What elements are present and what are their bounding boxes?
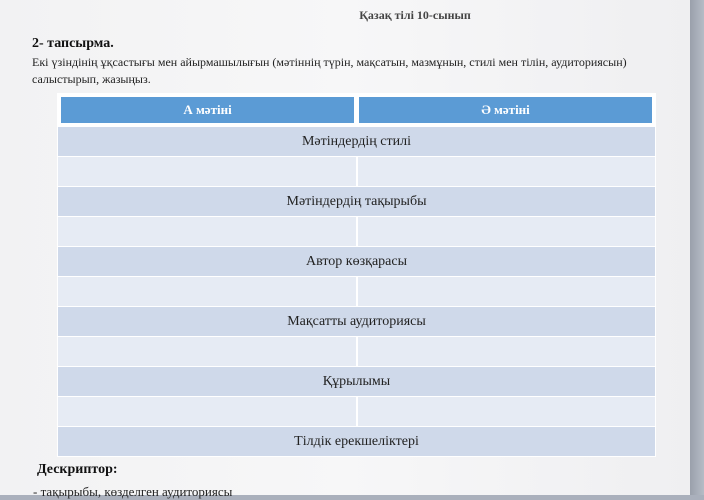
comparison-table: [57, 93, 656, 457]
table-row-label: Автор көзқарасы: [58, 246, 655, 276]
table-row-label: Мәтіндердің стилі: [58, 126, 655, 156]
table-row-answer[interactable]: [58, 156, 655, 186]
answer-cell-ae[interactable]: [356, 337, 656, 366]
answer-cell-a[interactable]: [58, 337, 356, 366]
answer-cell-ae[interactable]: [356, 277, 656, 306]
table-row-answer[interactable]: [58, 336, 655, 366]
descriptor-title: Дескриптор:: [37, 462, 118, 477]
answer-cell-ae[interactable]: [356, 217, 656, 246]
answer-cell-ae[interactable]: [356, 157, 656, 186]
page-header: Қазақ тілі 10-сынып: [359, 8, 471, 22]
table-row-label: Мәтіндердің тақырыбы: [58, 186, 655, 216]
task-instructions: Екі үзіндінің ұқсастығы мен айырмашылығын (мәтіннің түрін, мақсатын, мазмұнын, стилі мен тілін, аудиториясын) салыстырып, жазыңыз.: [32, 55, 627, 86]
table-row-answer[interactable]: [58, 276, 655, 306]
column-header-ae: Ә мәтіні: [358, 96, 653, 124]
table-row-label: Тілдік ерекшеліктері: [58, 426, 655, 456]
table-header: [58, 94, 655, 126]
table-row-label: Мақсатты аудиториясы: [58, 306, 655, 336]
answer-cell-a[interactable]: [58, 397, 356, 426]
descriptor-item: - тақырыбы, көзделген аудиториясы: [33, 484, 233, 499]
answer-cell-a[interactable]: [58, 277, 356, 306]
answer-cell-ae[interactable]: [356, 397, 656, 426]
table-row-answer[interactable]: [58, 216, 655, 246]
table-row-label: Құрылымы: [58, 366, 655, 396]
task-title: 2- тапсырма.: [32, 36, 114, 51]
answer-cell-a[interactable]: [58, 157, 356, 186]
background-strip: [690, 0, 704, 495]
answer-cell-a[interactable]: [58, 217, 356, 246]
column-header-a: А мәтіні: [60, 96, 355, 124]
table-row-answer[interactable]: [58, 396, 655, 426]
